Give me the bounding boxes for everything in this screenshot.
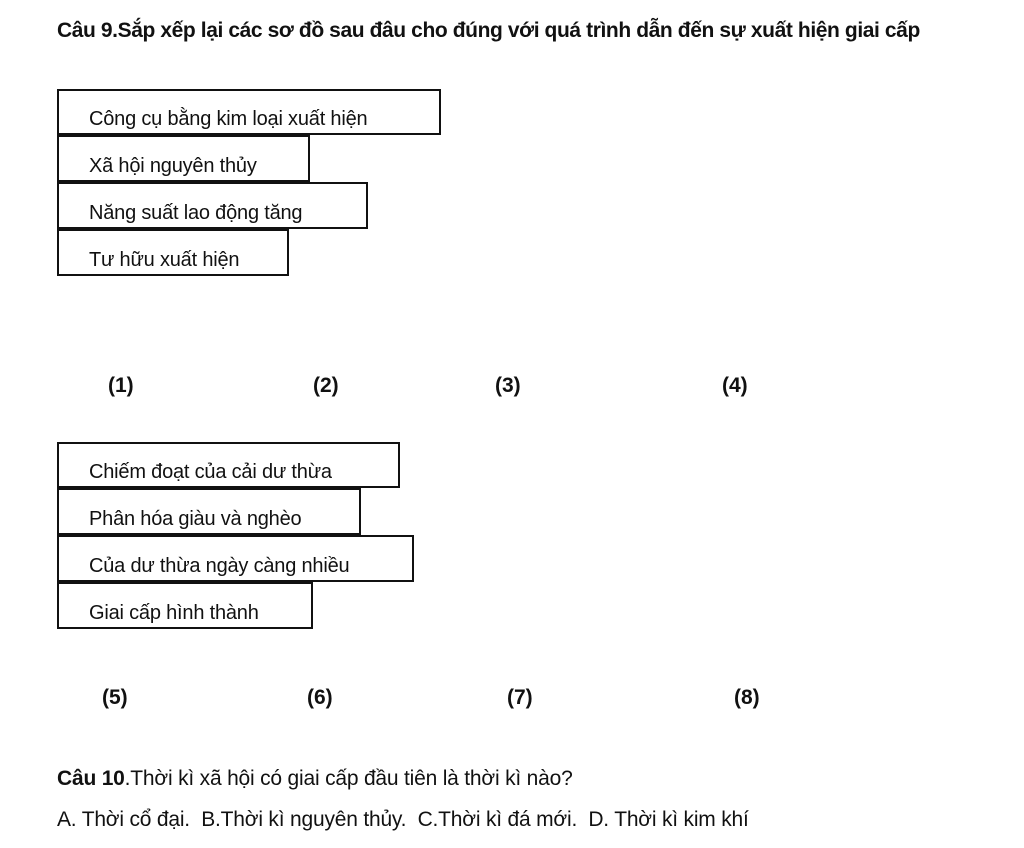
box-label: Xã hội nguyên thủy bbox=[89, 155, 257, 177]
box-label: Tư hữu xuất hiện bbox=[89, 249, 240, 271]
sequence-box bbox=[57, 488, 361, 535]
sequence-box bbox=[57, 229, 289, 276]
box-label: Của dư thừa ngày càng nhiều bbox=[89, 555, 350, 577]
box-label: Giai cấp hình thành bbox=[89, 602, 259, 624]
blank-number: (6) bbox=[307, 686, 333, 709]
question-10-options: A. Thời cổ đại. B.Thời kì nguyên thủy. C.Thời kì đá mới. D. Thời kì kim khí bbox=[57, 808, 749, 831]
blank-number: (1) bbox=[108, 374, 134, 397]
box-label: Năng suất lao động tăng bbox=[89, 202, 303, 224]
question-10-text: .Thời kì xã hội có giai cấp đầu tiên là thời kì nào? bbox=[124, 767, 573, 790]
blank-number: (4) bbox=[722, 374, 748, 397]
sequence-box bbox=[57, 135, 310, 182]
box-label: Phân hóa giàu và nghèo bbox=[89, 508, 302, 530]
sequence-box bbox=[57, 535, 414, 582]
blank-number: (2) bbox=[313, 374, 339, 397]
question-10 bbox=[57, 767, 573, 791]
blank-number: (7) bbox=[507, 686, 533, 709]
blank-number: (5) bbox=[102, 686, 128, 709]
sequence-box bbox=[57, 582, 313, 629]
blank-number: (8) bbox=[734, 686, 760, 709]
question-10-label: Câu 10 bbox=[57, 767, 125, 790]
sequence-box bbox=[57, 442, 400, 488]
sequence-box bbox=[57, 182, 368, 229]
question-9-title: Câu 9.Sắp xếp lại các sơ đồ sau đâu cho đúng với quá trình dẫn đến sự xuất hiện giai cấp bbox=[57, 19, 920, 42]
blank-number: (3) bbox=[495, 374, 521, 397]
box-label: Chiếm đoạt của cải dư thừa bbox=[89, 461, 332, 483]
box-label: Công cụ bằng kim loại xuất hiện bbox=[89, 108, 368, 130]
sequence-box bbox=[57, 89, 441, 135]
